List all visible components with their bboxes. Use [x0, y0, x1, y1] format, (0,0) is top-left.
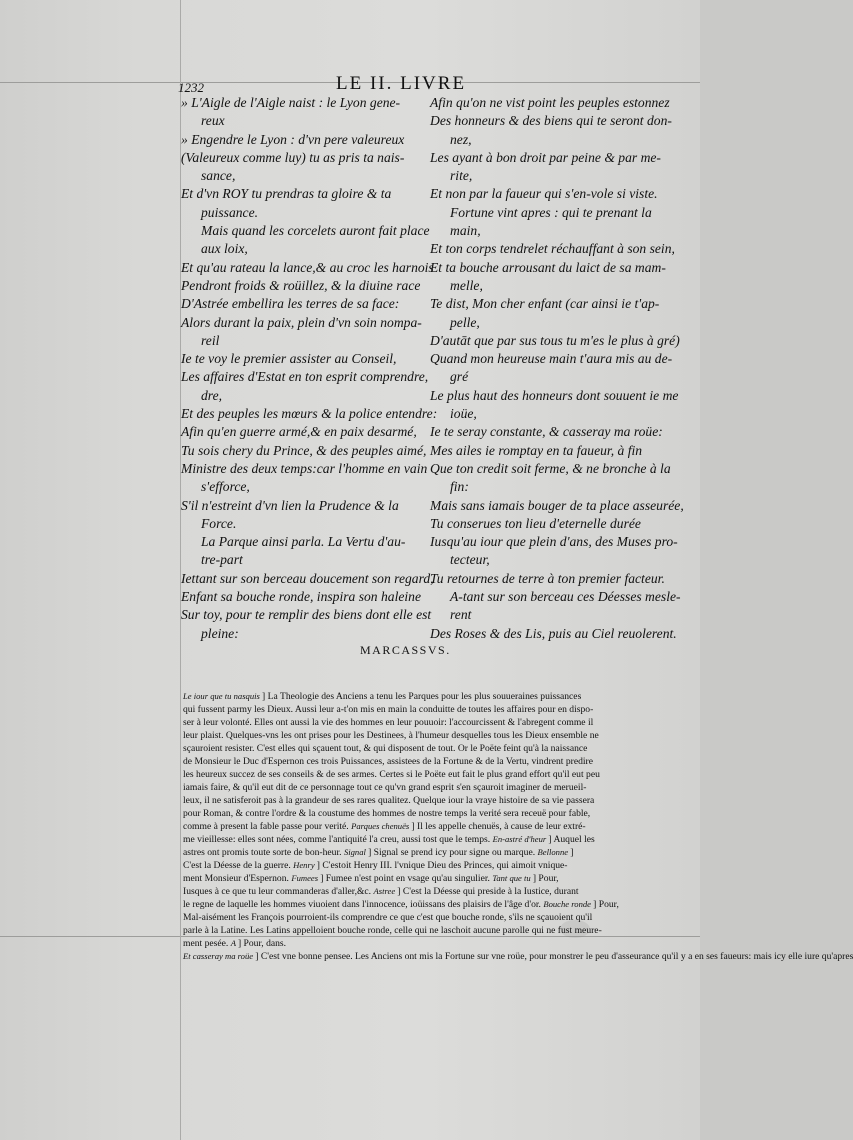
verse-line: Iettant sur son berceau doucement son regard,: [181, 570, 434, 586]
commentary-line: [183, 846, 689, 859]
verse-line: Ie te voy le premier assister au Conseil,: [181, 351, 397, 367]
commentary-text-fragment: me vieillesse: elles sont nées, comme l'antiquité l'a creu, aussi tost que le temps.: [183, 834, 491, 845]
verse-line: » L'Aigle de l'Aigle naist : le Lyon gene-: [181, 95, 401, 110]
commentary-line: [183, 794, 689, 807]
commentary-line: [183, 872, 689, 885]
commentary-lemma: Henry: [293, 860, 317, 870]
commentary-line: [183, 755, 689, 768]
verse-line: Et non par la faueur qui s'en-vole si viste.: [430, 186, 658, 202]
verse-line: pelle,: [450, 314, 480, 330]
verse-line: main,: [450, 223, 481, 239]
verse-line: Que ton credit soit ferme, & ne bronche à la: [430, 460, 671, 476]
commentary-line: [183, 859, 689, 872]
commentary-line: [183, 729, 689, 742]
verse-line: pleine:: [201, 625, 239, 641]
commentary-lemma: Tant que tu: [492, 873, 533, 883]
verse-line: Les affaires d'Estat en ton esprit comprendre,: [181, 369, 429, 385]
commentary-line: [183, 937, 689, 950]
commentary-text-fragment: le regne de laquelle les hommes viuoient dans l'innocence, ioüissans des plaisirs de l'âge d'or.: [183, 899, 541, 910]
commentary-line: [183, 911, 689, 924]
verse-line: S'il n'estreint d'vn lien la Prudence & la: [181, 497, 399, 513]
verse-line: sance,: [201, 168, 236, 184]
verse-line: dre,: [201, 387, 223, 403]
commentary-text-fragment: ] Auquel les: [548, 834, 595, 845]
commentary-text-fragment: ] C'est vne bonne pensee. Les Anciens ont mis la: [255, 951, 443, 962]
commentary-line: [183, 820, 689, 833]
verse-line: Et des peuples les mœurs & la police entendre:: [181, 406, 438, 422]
verse-line: Et d'vn ROY tu prendras ta gloire & ta: [181, 186, 392, 202]
verse-line: gré: [450, 369, 469, 385]
verse-line: Tu conserues ton lieu d'eternelle durée: [430, 515, 641, 531]
verse-line: tre-part: [201, 552, 243, 568]
verse-line: rent: [450, 607, 472, 623]
verse-line: Force.: [201, 515, 237, 531]
commentary-line: [183, 807, 689, 820]
verse-line: fin:: [450, 479, 469, 495]
commentary-text-fragment: ] Pour,: [532, 873, 559, 884]
verse-line: (Valeureux comme luy) tu as pris ta nais-: [181, 149, 405, 165]
commentary-text-fragment: ] Pour, dans.: [237, 938, 287, 949]
commentary-lemma: En-astré d'heur: [492, 834, 549, 844]
commentary-text-fragment: C'est la Déesse de la guerre.: [183, 860, 291, 871]
running-title: LE II. LIVRE: [336, 73, 467, 94]
commentary-text-fragment: leur plaist. Quelques-vns les ont prises pour les Destinees, à l'humeur desquelles tous les Dieux ensemble ne: [183, 730, 599, 741]
commentary-line: [183, 950, 853, 963]
commentary-text: [183, 690, 853, 963]
commentary-text-fragment: iamais faire, & qu'il eut dit de ce personnage tout ce qu'vn grand esprit s'en sçauroit imaginer de merueil-: [183, 782, 587, 793]
verse-line: Et ta bouche arrousant du laict de sa mam-: [430, 259, 666, 275]
verse-line: Et ton corps tendrelet réchauffant à son sein,: [430, 241, 675, 257]
verse-line: » Engendre le Lyon : d'vn pere valeureux: [181, 131, 405, 147]
commentary-text-fragment: Iusques à ce que tu leur commanderas d'aller,&c.: [183, 886, 372, 897]
commentary-text-fragment: comme à present la fable passe pour verité.: [183, 821, 349, 832]
verse-line: ioüe,: [450, 406, 477, 422]
commentary-line: [183, 833, 689, 846]
verse-line: Ministre des deux temps:car l'homme en vain: [181, 460, 428, 476]
commentary-line: [183, 690, 689, 703]
verse-line: Les ayant à bon droit par peine & par me-: [430, 149, 661, 165]
verse-line: puissance.: [201, 204, 259, 220]
commentary-text-fragment: ser à leur volonté. Elles ont aussi la vie des hommes en leur pouuoir: l'accourcissent & l'abregent comme il: [183, 717, 594, 728]
commentary-text-fragment: ] Fumee n'est point en vsage qu'au singulier.: [320, 873, 490, 884]
verse-line: Iusqu'au iour que plein d'ans, des Muses pro-: [430, 534, 678, 550]
commentary-line: [183, 703, 689, 716]
commentary-text-fragment: ] C'estoit Henry III. l'vnique Dieu des Princes, qui aimoit vnique-: [316, 860, 568, 871]
commentary-lemma: Le iour que tu nasquis: [183, 691, 263, 701]
verse-line: rite,: [450, 168, 473, 184]
commentary-lemma: Bouche ronde: [543, 899, 594, 909]
verse-line: Des honneurs & des biens qui te seront don-: [430, 113, 672, 129]
verse-line: tecteur,: [450, 552, 490, 568]
verse-line: Te dist, Mon cher enfant (car ainsi ie t'ap-: [430, 296, 660, 312]
commentary-lemma: Bellonne: [537, 847, 571, 857]
commentary-text-fragment: qui fussent parmy les Dieux. Aussi leur a-t'on mis en main la conduitte de toutes les affaires pour en dispo-: [183, 704, 594, 715]
commentary-line: [183, 898, 689, 911]
commentary-text-fragment: ] Pour,: [593, 899, 619, 910]
verse-column-left: [181, 94, 438, 643]
verse-line: nez,: [450, 131, 472, 147]
commentary-lemma: A: [230, 938, 238, 948]
commentary-text-fragment: de Monsieur le Duc d'Espernon ces trois Puissances, assistees de la Fortune & de la Vertu, vindrent predire: [183, 756, 593, 767]
commentary-line: [183, 742, 689, 755]
commentary-title: MARCASSVS.: [360, 643, 451, 657]
verse-line: Tu sois chery du Prince, & des peuples aimé,: [181, 442, 427, 458]
verse-line: D'Astrée embellira les terres de sa face:: [181, 296, 400, 312]
verse-line: Des Roses & des Lis, puis au Ciel reuolerent.: [430, 625, 677, 641]
commentary-lemma: Parques chenuës: [351, 821, 412, 831]
commentary-text-fragment: astres ont promis toute sorte de bon-heur.: [183, 847, 342, 858]
verse-line: Tu retournes de terre à ton premier facteur.: [430, 570, 665, 586]
commentary-text-fragment: Fortune sur vne roüe, pour monstrer le peu d'asseurance qu'il y a en ses faueurs: mais icy elle iure qu'apres: [444, 951, 853, 962]
commentary-text-fragment: pour Roman, & contre l'ordre & la coustume des hommes de nostre temps la verité sera receuë pour fable,: [183, 808, 591, 819]
page-number: 1232: [178, 80, 204, 95]
commentary-text-fragment: ] La Theologie des Anciens a tenu les Parques pour les plus souueraines puissances: [262, 691, 582, 702]
commentary-text-fragment: ] Signal se prend icy pour signe ou marque.: [368, 847, 536, 858]
commentary-text-fragment: Mal-aisément les François pourroient-ils comprendre ce que c'est que bouche ronde, s'ils ne sçauoient qu'il: [183, 912, 593, 923]
verse-line: Ie te seray constante, & casseray ma roüe:: [430, 424, 663, 440]
commentary-line: [183, 924, 689, 937]
verse-line: reux: [201, 113, 225, 129]
verse-column-right: [430, 94, 692, 643]
verse-line: Pendront froids & roüillez, & la diuine race: [181, 277, 421, 293]
verse-line: Mes ailes ie romptay en ta faueur, à fin: [430, 442, 643, 458]
commentary-text-fragment: leux, il ne satisferoit pas à la grandeur de ses rares qualitez. Quelque iour la vraye histoire de sa vie passera: [183, 795, 595, 806]
verse-line: Et qu'au rateau la lance,& au croc les harnois: [181, 259, 434, 275]
verse-line: Afin qu'en guerre armé,& en paix desarmé,: [181, 424, 417, 440]
verse-line: s'efforce,: [201, 479, 250, 495]
verse-line: Sur toy, pour te remplir des biens dont elle est: [181, 607, 432, 623]
commentary-text-fragment: ] Il les appelle chenuës, à cause de leur extré-: [411, 821, 586, 832]
commentary-text-fragment: ]: [570, 847, 574, 858]
verse-line: Quand mon heureuse main t'aura mis au de-: [430, 351, 673, 367]
commentary-text-fragment: les heureux succez de ses conseils & de ses armes. Certes si le Poëte eut fait le plus grand effort qu'il eut peu: [183, 769, 600, 780]
commentary-text-fragment: sçauroient resister. C'est elles qui sçauent tout, & qui disposent de tout. Or le Poëte feint qu'à la naissance: [183, 743, 588, 754]
commentary-line: [183, 885, 689, 898]
commentary-lemma: Astree: [373, 886, 398, 896]
commentary-line: [183, 716, 689, 729]
verse-line: A-tant sur son berceau ces Déesses mesle-: [450, 589, 681, 605]
commentary-text-fragment: parle à la Latine. Les Latins appelloient bouche ronde, celle qui ne laschoit aucune parolle qui ne fust meure-: [183, 925, 602, 936]
verse-line: D'autāt que par sus tous tu m'es le plus à gré): [430, 332, 680, 348]
commentary-text-fragment: ] C'est la Déesse qui preside à la Iustice, durant: [397, 886, 579, 897]
commentary-text-fragment: ment Monsieur d'Espernon.: [183, 873, 289, 884]
commentary-line: [183, 768, 689, 781]
verse-line: Enfant sa bouche ronde, inspira son haleine: [181, 589, 422, 605]
verse-line: Mais sans iamais bouger de ta place asseurée,: [430, 497, 684, 513]
commentary-lemma: Et casseray ma roüe: [183, 951, 256, 961]
verse-line: reil: [201, 332, 220, 348]
verse-line: Alors durant la paix, plein d'vn soin nompa-: [181, 314, 422, 330]
commentary-lemma: Fumees: [291, 873, 321, 883]
verse-line: aux loix,: [201, 241, 248, 257]
verse-line: Mais quand les corcelets auront fait place: [201, 223, 430, 239]
commentary-text-fragment: ment pesée.: [183, 938, 229, 949]
verse-line: La Parque ainsi parla. La Vertu d'au-: [201, 534, 406, 550]
verse-line: Afin qu'on ne vist point les peuples estonnez: [430, 95, 670, 110]
commentary-line: [183, 781, 689, 794]
verse-line: Fortune vint apres : qui te prenant la: [450, 204, 652, 220]
commentary-lemma: Signal: [343, 847, 369, 857]
verse-line: Le plus haut des honneurs dont souuent ie me: [430, 387, 679, 403]
verse-line: melle,: [450, 277, 483, 293]
